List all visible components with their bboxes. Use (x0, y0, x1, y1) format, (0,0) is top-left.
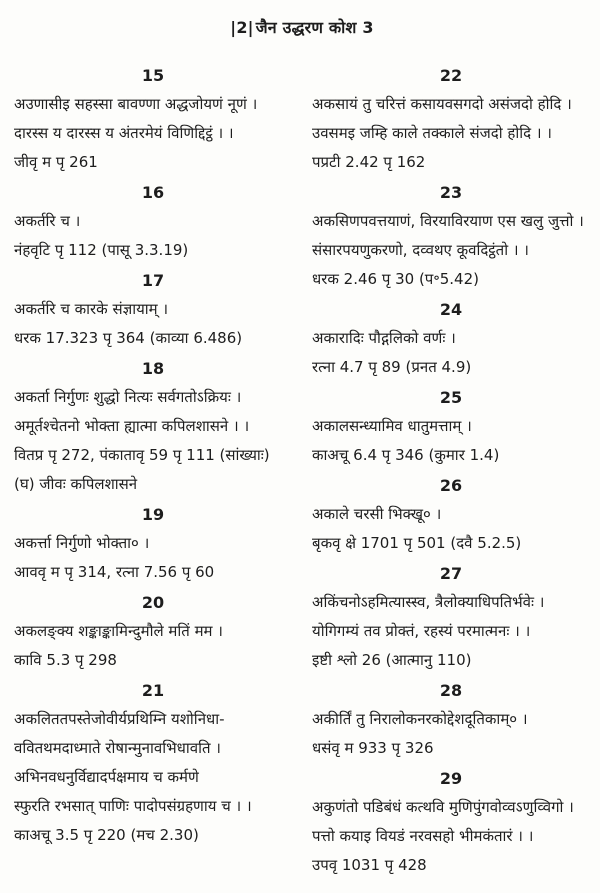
entry-number: 23 (439, 183, 463, 202)
text-line: जीवृ म पृ 261 (14, 153, 98, 171)
dictionary-entry (312, 472, 590, 558)
entry-number: 20 (141, 593, 165, 612)
text-line: इष्टी श्लो 26 (आत्मानु 110) (312, 651, 472, 669)
text-line: अकर्त्ता निर्गुणो भोक्ता० । (14, 534, 150, 552)
two-column-layout (14, 62, 590, 882)
dictionary-entry (312, 560, 590, 675)
text-line: अकीर्तिं तु निरालोकनरकोद्देशदूतिकाम्० । (312, 710, 528, 728)
text-line: काअचू 3.5 पृ 220 (मच 2.30) (14, 826, 199, 844)
text-line: दारस्स य दारस्स य अंतरमेयं विणिद्दिट्ठं । । (14, 124, 234, 142)
entry-number: 28 (439, 681, 463, 700)
text-line: स्फुरति रभसात् पाणिः पादोपसंग्रहणाय च । । (14, 797, 252, 815)
entry-number: 22 (439, 66, 463, 85)
dictionary-entry (14, 589, 292, 675)
text-line: बृकवृ क्षे 1701 पृ 501 (दवै 5.2.5) (312, 534, 522, 552)
text-line: धरक 17.323 पृ 364 (काव्या 6.486) (14, 329, 243, 347)
text-line: (घ) जीवः कपिलशासने (14, 475, 138, 493)
right-column (312, 62, 590, 882)
text-line: अभिनवधनुर्विद्यादर्पक्षमाय च कर्मणे (14, 768, 199, 786)
text-line: काअचू 6.4 पृ 346 (कुमार 1.4) (312, 446, 500, 464)
text-line: अकर्ता निर्गुणः शुद्धो नित्यः सर्वगतोऽक्रियः । (14, 388, 242, 406)
entry-number: 29 (439, 769, 463, 788)
text-line: अकिंचनोऽहमित्यास्स्व, त्रैलोक्याधिपतिर्भवेः । (312, 593, 545, 611)
text-line: अकलिततपस्तेजोवीर्यप्रथिम्नि यशोनिधा- (14, 710, 225, 728)
entry-number: 26 (439, 476, 463, 495)
text-line: अकाले चरसी भिक्खू० । (312, 505, 442, 523)
dictionary-entry (14, 501, 292, 587)
text-line: अकसायं तु चरित्तं कसायवसगदो असंजदो होदि । (312, 95, 572, 113)
text-line: नंहवृटि पृ 112 (पासू 3.3.19) (14, 241, 189, 259)
text-line: वितप्र पृ 272, पंकातावृ 59 पृ 111 (सांख्याः) (14, 446, 270, 464)
dictionary-entry (312, 765, 590, 880)
text-line: धरक 2.46 पृ 30 (प॰5.42) (312, 270, 479, 288)
text-line: आववृ म पृ 314, रत्ना 7.56 पृ 60 (14, 563, 215, 581)
text-line: अकसिणपवत्तयाणं, विरयाविरयाण एस खलु जुत्तो । (312, 212, 584, 230)
dictionary-entry (312, 384, 590, 470)
entry-number: 18 (141, 359, 165, 378)
left-column (14, 62, 292, 882)
text-line: उपवृ 1031 पृ 428 (312, 856, 427, 874)
entry-number: 17 (141, 271, 165, 290)
dictionary-entry (14, 62, 292, 177)
text-line: पप्रटी 2.42 पृ 162 (312, 153, 426, 171)
page-header (14, 16, 590, 38)
text-line: उवसमइ जम्हि काले तक्काले संजदो होदि । । (312, 124, 552, 142)
dictionary-entry (312, 179, 590, 294)
entry-number: 25 (439, 388, 463, 407)
text-line: अकर्तरि च कारके संज्ञायाम् । (14, 300, 169, 318)
dictionary-entry (14, 267, 292, 353)
text-line: संसारपयणुकरणो, दव्वथए कूवदिट्ठंतो । । (312, 241, 529, 259)
text-line: धसंवृ म 933 पृ 326 (312, 739, 434, 757)
entry-number: 19 (141, 505, 165, 524)
page-number-marker: |2| (230, 18, 254, 37)
book-title: जैन उद्धरण कोश 3 (255, 18, 374, 37)
text-line: अकुणंतो पडिबंधं कत्थवि मुणिपुंगवोव्वऽणुव्विगो । (312, 798, 574, 816)
dictionary-entry (14, 355, 292, 499)
text-line: रत्ना 4.7 पृ 89 (प्रनत 4.9) (312, 358, 472, 376)
dictionary-entry (312, 62, 590, 177)
text-line: अमूर्तश्चेतनो भोक्ता ह्यात्मा कपिलशासने । । (14, 417, 250, 435)
text-line: ववितथमदाध्माते रोषान्मुनावभिधावति । (14, 739, 221, 757)
text-line: अकालसन्ध्यामिव धातुमत्ताम् । (312, 417, 472, 435)
dictionary-entry (312, 677, 590, 763)
dictionary-entry (14, 179, 292, 265)
text-line: कावि 5.3 पृ 298 (14, 651, 117, 669)
entry-number: 16 (141, 183, 165, 202)
text-line: अउणासीइ सहस्सा बावण्णा अद्धजोयणं नूणं । (14, 95, 258, 113)
dictionary-entry (14, 677, 292, 850)
entry-number: 15 (141, 66, 165, 85)
text-line: पत्तो कयाइ वियडं नरवसहो भीमकंतारं । । (312, 827, 534, 845)
text-line: अकलङ्क्य शङ्काङ्कामिन्दुमौले मतिं मम । (14, 622, 223, 640)
text-line: अकारादिः पौद्गलिको वर्णः । (312, 329, 456, 347)
entry-number: 27 (439, 564, 463, 583)
text-line: अकर्तरि च । (14, 212, 81, 230)
entry-number: 21 (141, 681, 165, 700)
text-line: योगिगम्यं तव प्रोक्तं, रहस्यं परमात्मनः । । (312, 622, 531, 640)
entry-number: 24 (439, 300, 463, 319)
dictionary-entry (312, 296, 590, 382)
